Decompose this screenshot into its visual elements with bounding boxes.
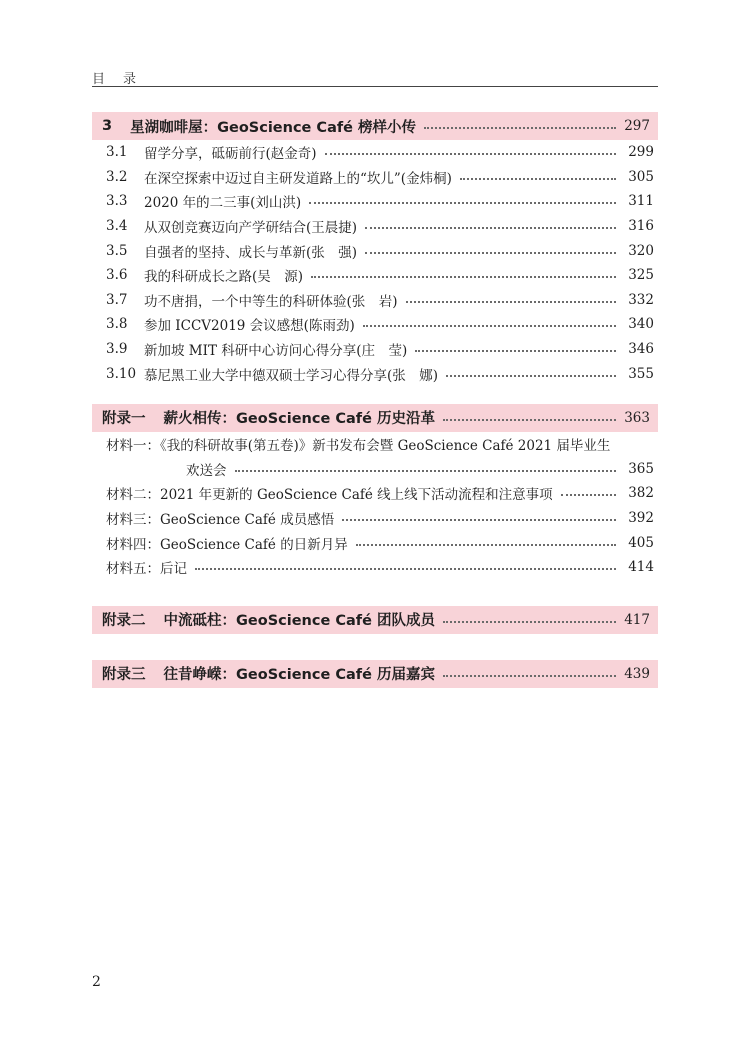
leader-dots [460, 178, 616, 180]
leader-dots [365, 227, 616, 229]
appendix-title: 薪火相传：GeoScience Café 历史沿革 [163, 411, 435, 428]
leader-dots [309, 202, 616, 204]
header-rule [92, 86, 658, 87]
leader-dots [443, 621, 616, 623]
leader-dots [443, 675, 616, 677]
leader-dots [342, 519, 616, 521]
entry-page: 305 [628, 168, 654, 185]
material-entry[interactable] [106, 432, 658, 457]
entry-title: 在深空探索中迈过自主研发道路上的“坎儿”(金炜桐) [144, 170, 452, 187]
appendix-1-heading[interactable] [92, 404, 658, 432]
material-entry[interactable] [106, 481, 658, 506]
leader-dots [235, 470, 617, 472]
leader-dots [325, 153, 616, 155]
entry-number: 3.9 [106, 341, 128, 358]
appendix-2-heading[interactable] [92, 606, 658, 634]
appendix-label: 附录三 [102, 667, 146, 683]
material-entry-continued[interactable] [106, 457, 658, 482]
appendix-3-heading[interactable] [92, 660, 658, 688]
entry-number: 3.4 [106, 218, 128, 235]
entry-title-continued: 欢送会 [186, 462, 227, 479]
toc-entry[interactable] [92, 263, 658, 288]
toc-entry[interactable] [92, 361, 658, 386]
entry-page: 355 [628, 365, 654, 382]
entry-page: 405 [628, 534, 654, 551]
entry-page: 365 [628, 460, 654, 477]
entry-page: 325 [628, 267, 654, 284]
entry-title: 自强者的坚持、成长与革新(张 强) [144, 244, 358, 261]
leader-dots [561, 494, 616, 496]
toc-entry[interactable] [92, 165, 658, 190]
chapter-page: 297 [624, 118, 650, 134]
entry-page: 346 [628, 341, 654, 358]
appendix-title: 往昔峥嵘：GeoScience Café 历届嘉宾 [163, 667, 435, 683]
entry-page: 299 [628, 144, 654, 161]
toc-entry[interactable] [92, 140, 658, 165]
leader-dots [443, 419, 616, 421]
table-of-contents [92, 112, 658, 688]
leader-dots [424, 127, 616, 129]
leader-dots [363, 325, 616, 327]
toc-entry[interactable] [92, 337, 658, 362]
toc-entry[interactable] [92, 238, 658, 263]
leader-dots [415, 350, 616, 352]
chapter-number: 3 [102, 118, 113, 134]
entry-page: 340 [628, 316, 654, 333]
entry-page: 382 [628, 485, 654, 502]
entry-title: 2020 年的二三事(刘山洪) [144, 195, 302, 212]
leader-dots [311, 276, 616, 278]
chapter-3-heading[interactable] [92, 112, 658, 140]
entry-title: 材料五：后记 [106, 561, 187, 578]
entry-number: 3.7 [106, 291, 128, 308]
material-entry[interactable] [106, 506, 658, 531]
appendix-page: 363 [624, 409, 650, 426]
entry-title: 材料二：2021 年更新的 GeoScience Café 线上线下活动流程和注意事项 [106, 487, 553, 504]
running-head: 目录 [92, 72, 155, 87]
toc-entry[interactable] [92, 312, 658, 337]
entry-page: 316 [628, 218, 654, 235]
entry-title: 新加坡 MIT 科研中心访问心得分享(庄 莹) [144, 343, 408, 360]
toc-entry[interactable] [92, 214, 658, 239]
leader-dots [446, 375, 616, 377]
entry-title: 材料四：GeoScience Café 的日新月异 [106, 536, 348, 553]
leader-dots [356, 544, 616, 546]
page-number: 2 [92, 974, 101, 990]
entry-number: 3.8 [106, 316, 128, 333]
entry-title: 材料一：《我的科研故事(第五卷)》新书发布会暨 GeoScience Café 2021 届毕业生 [106, 438, 611, 455]
entry-page: 311 [628, 193, 654, 210]
entry-page: 332 [628, 291, 654, 308]
toc-entry[interactable] [92, 189, 658, 214]
entry-number: 3.1 [106, 144, 128, 161]
chapter-title: 星湖咖啡屋：GeoScience Café 榜样小传 [130, 119, 417, 136]
entry-title: 功不唐捐，一个中等生的科研体验(张 岩) [144, 293, 398, 310]
leader-dots [365, 252, 616, 254]
entry-title: 参加 ICCV2019 会议感想(陈雨劲) [144, 318, 355, 335]
entry-page: 414 [628, 559, 654, 576]
toc-entry[interactable] [92, 288, 658, 313]
entry-page: 320 [628, 242, 654, 259]
entry-title: 留学分享，砥砺前行(赵金奇) [144, 146, 317, 163]
material-entry[interactable] [106, 555, 658, 580]
entry-title: 我的科研成长之路(吴 源) [144, 269, 304, 286]
entry-number: 3.5 [106, 242, 128, 259]
entry-number: 3.6 [106, 267, 128, 284]
entry-title: 从双创竞赛迈向产学研结合(王晨捷) [144, 220, 358, 237]
entry-number: 3.10 [106, 365, 137, 382]
leader-dots [406, 301, 616, 303]
appendix-label: 附录二 [102, 613, 146, 629]
entry-page: 392 [628, 510, 654, 527]
appendix-title: 中流砥柱：GeoScience Café 团队成员 [163, 613, 435, 629]
entry-title: 材料三：GeoScience Café 成员感悟 [106, 512, 335, 529]
appendix-page: 417 [624, 611, 650, 628]
entry-title: 慕尼黑工业大学中德双硕士学习心得分享(张 娜) [144, 367, 439, 384]
appendix-page: 439 [624, 665, 650, 682]
appendix-label: 附录一 [102, 411, 146, 428]
entry-number: 3.2 [106, 168, 128, 185]
entry-number: 3.3 [106, 193, 128, 210]
material-entry[interactable] [106, 530, 658, 555]
leader-dots [195, 568, 616, 570]
